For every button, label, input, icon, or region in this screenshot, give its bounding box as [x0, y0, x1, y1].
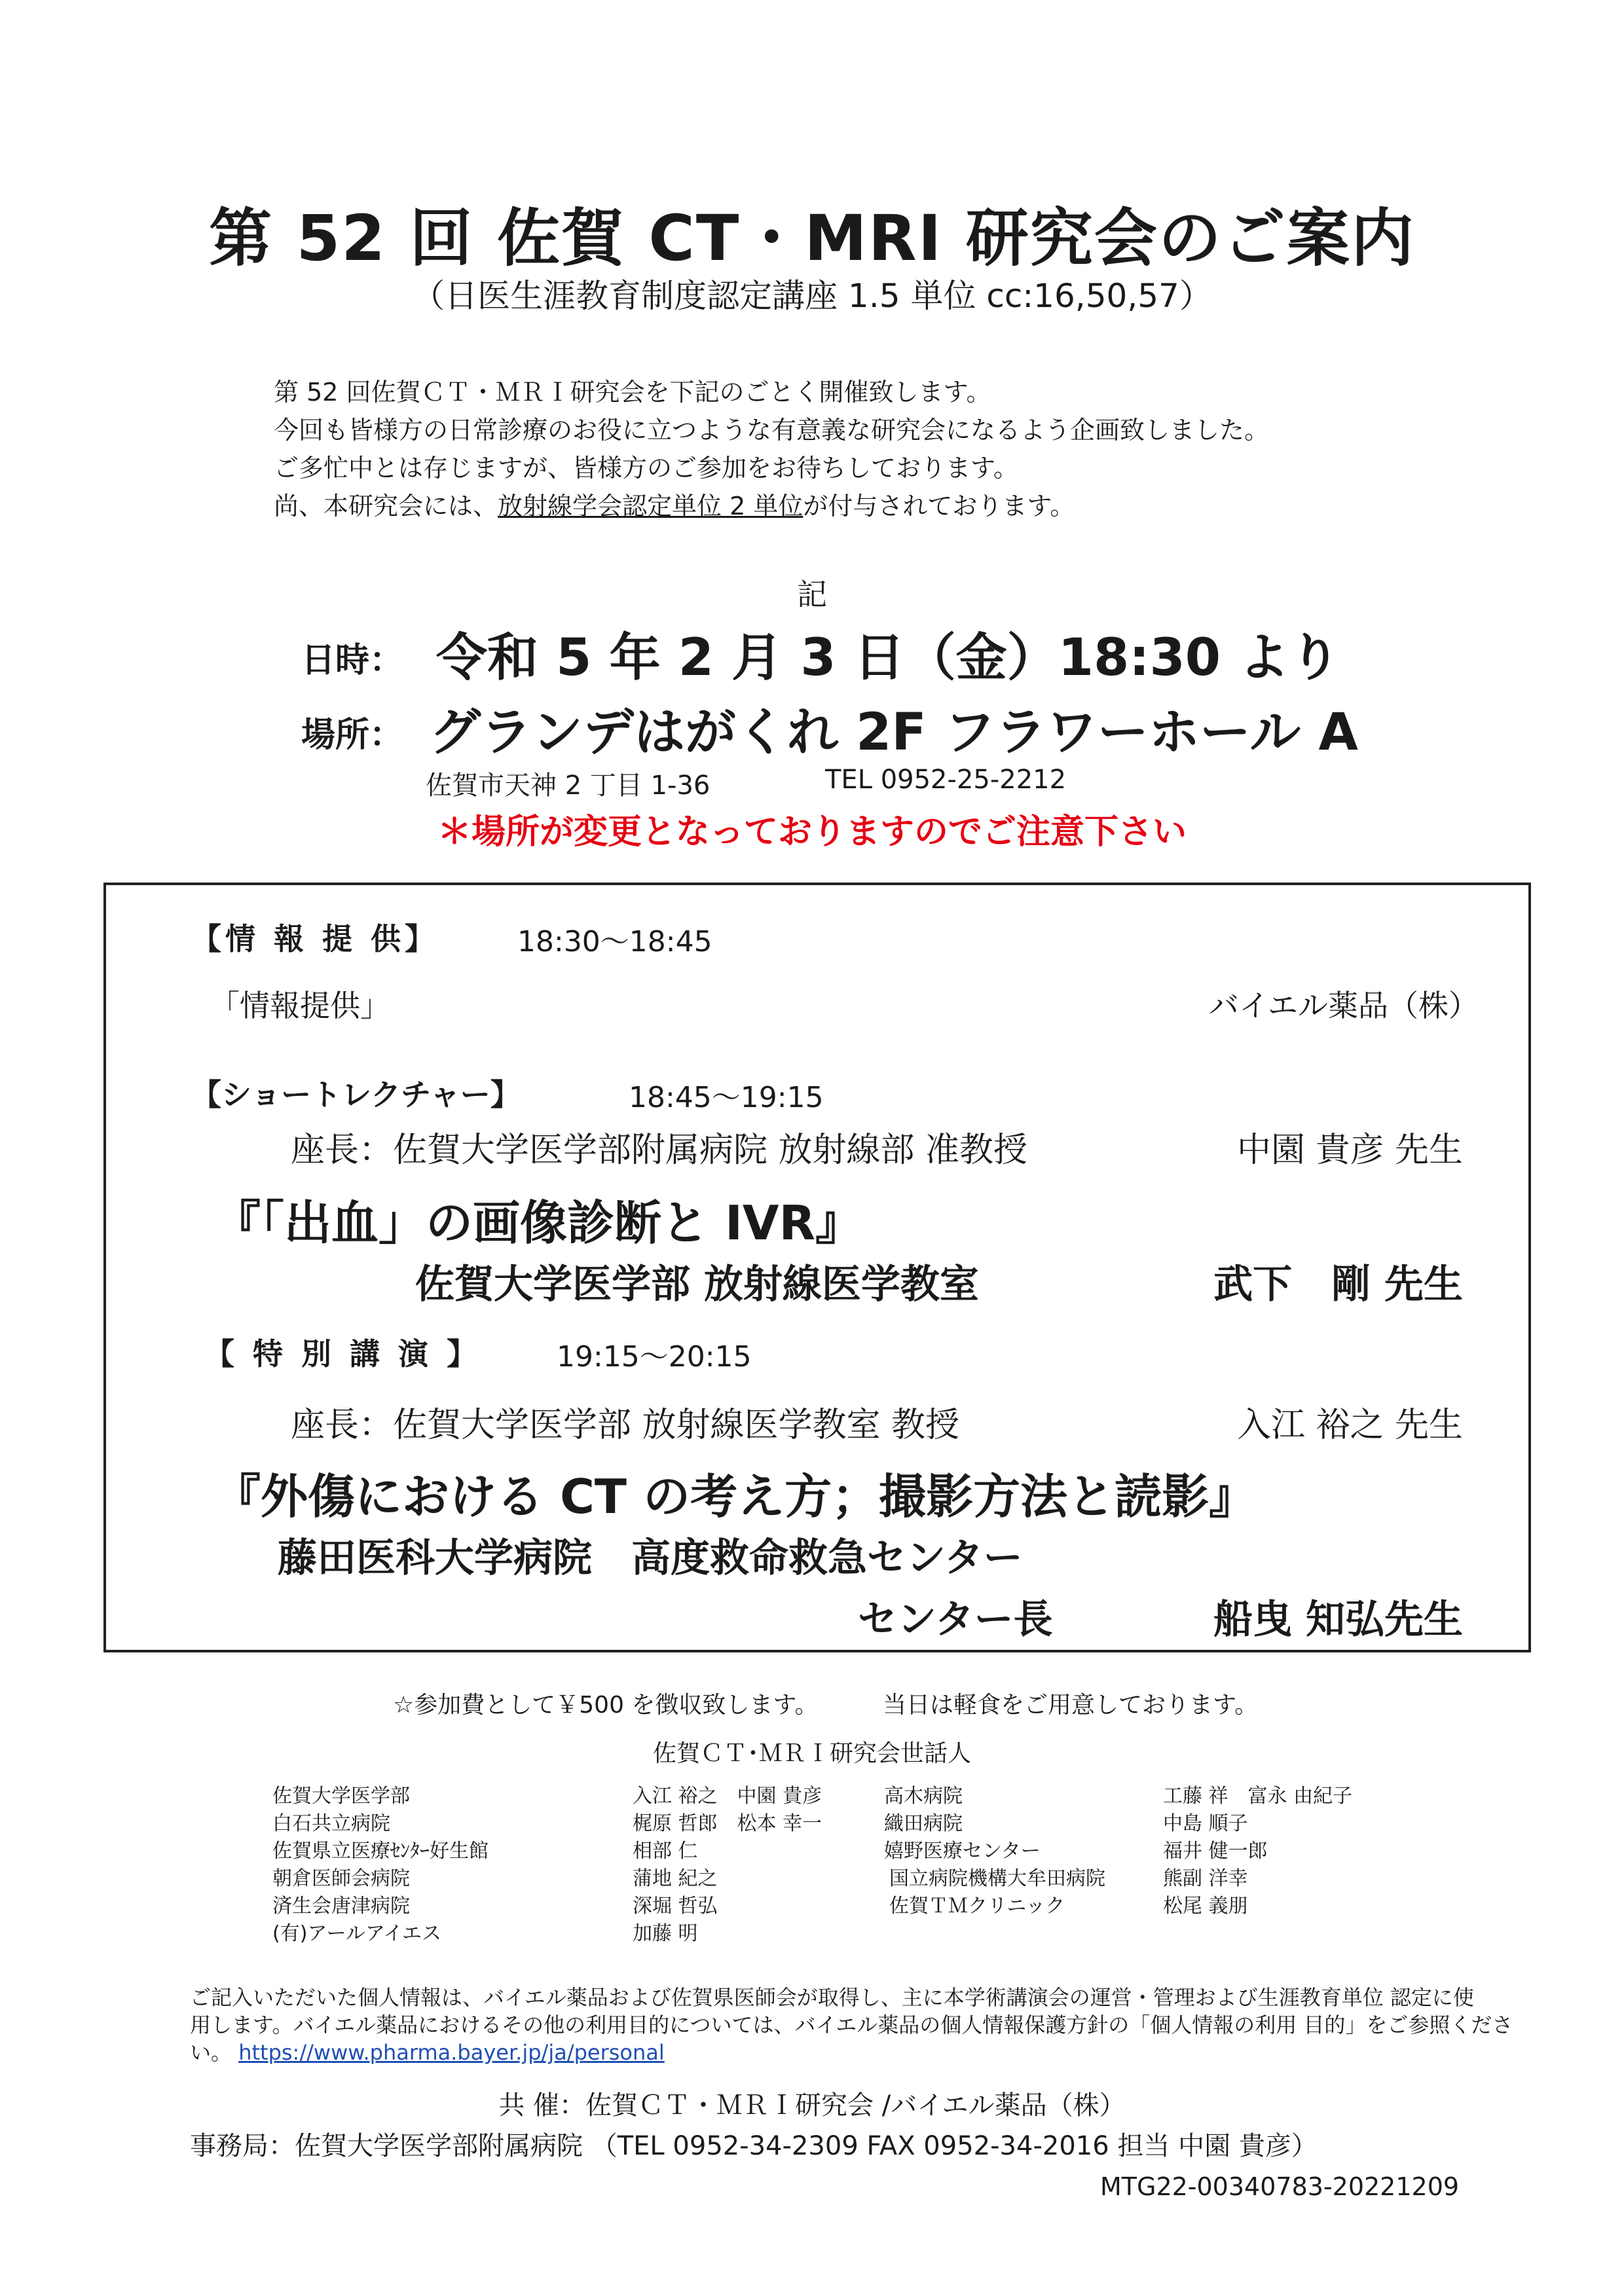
organizer-col-4-item: 福井 健一郎	[1163, 1840, 1268, 1863]
document-code: MTG22-00340783-20221209	[1100, 2172, 1460, 2201]
special-lecture-affiliation: 藤田医科大学病院 高度救命救急センター	[278, 1535, 1023, 1581]
organizer-col-2-item: 加藤 明	[633, 1922, 698, 1945]
privacy-line-3	[190, 2036, 665, 2066]
venue-label: 場所：	[301, 716, 404, 755]
privacy-line-2: 用します。バイエル薬品におけるその他の利用目的については、バイエル薬品の個人情報保護方針の「個人情報の利用 目的」をご参照くださ	[190, 2013, 1513, 2037]
organizer-col-2-item: 梶原 哲郎 松本 幸一	[633, 1812, 822, 1835]
venue-tel: TEL 0952-25-2212	[825, 765, 1067, 795]
datetime-label: 日時：	[301, 641, 404, 680]
organizer-col-1-item: (有)アールアイエス	[272, 1922, 442, 1945]
special-lecture-position: センター長	[858, 1597, 1053, 1643]
privacy-policy-link[interactable]: https://www.pharma.bayer.jp/ja/personal	[238, 2040, 665, 2065]
organizer-col-1-item: 佐賀県立医療ｾﾝﾀｰ好生館	[272, 1840, 489, 1863]
fee-note: ☆参加費として￥500 を徴収致します。	[393, 1692, 819, 1719]
organizer-col-2-item: 相部 仁	[633, 1840, 698, 1863]
organizer-col-3-item: 嬉野医療センター	[884, 1840, 1041, 1863]
organizer-col-3-item: 織田病院	[884, 1812, 963, 1835]
special-lecture-title: 『外傷における CT の考え方；撮影方法と読影』	[213, 1469, 1257, 1524]
info-time: 18:30～18:45	[517, 925, 712, 958]
info-company: バイエル薬品（株）	[1208, 988, 1479, 1023]
organizer-col-3-item: 高木病院	[884, 1785, 963, 1808]
organizer-col-1-item: 白石共立病院	[272, 1812, 390, 1835]
datetime-value: 令和 5 年 2 月 3 日（金）18:30 より	[436, 629, 1341, 687]
secretariat: 事務局：佐賀大学医学部附属病院 （TEL 0952-34-2309 FAX 0952-34-2016 担当 中園 貴彦）	[190, 2131, 1318, 2161]
special-lecture-heading: 【 特 別 講 演 】	[204, 1336, 481, 1372]
info-topic: 「情報提供」	[210, 988, 390, 1023]
cohost: 共 催：佐賀ＣＴ・ＭＲＩ研究会 /バイエル薬品（株）	[498, 2090, 1126, 2121]
venue-change-notice: ＊場所が変更となっておりますのでご注意下さい	[437, 812, 1187, 852]
intro-line-4-suffix: が付与されております。	[803, 492, 1075, 520]
ki-mark: 記	[797, 577, 827, 612]
intro-line-4	[274, 486, 1075, 522]
organizer-col-2-item: 深堀 哲弘	[633, 1895, 718, 1918]
intro-line-3: ご多忙中とは存じますが、皆様方のご参加をお待ちしております。	[274, 454, 1018, 483]
organizer-col-1-item: 朝倉医師会病院	[272, 1867, 410, 1890]
credit-units: 放射線学会認定単位 2 単位	[498, 492, 803, 520]
page-subtitle: （日医生涯教育制度認定講座 1.5 単位 cc:16,50,57）	[412, 277, 1212, 315]
intro-line-1: 第 52 回佐賀ＣＴ・ＭＲＩ研究会を下記のごとく開催致します。	[274, 378, 991, 407]
short-lecture-chair-name: 中園 貴彦 先生	[1236, 1131, 1463, 1170]
venue-value: グランデはがくれ 2F フラワーホール A	[430, 703, 1358, 762]
privacy-line-1: ご記入いただいた個人情報は、バイエル薬品および佐賀県医師会が取得し、主に本学術講演会の運営・管理および生涯教育単位 認定に使	[190, 1985, 1474, 2010]
organizer-col-4-item: 工藤 祥 富永 由紀子	[1163, 1785, 1353, 1808]
special-lecture-chair: 座長：佐賀大学医学部 放射線医学教室 教授	[291, 1406, 960, 1445]
organizer-col-4-item: 中島 順子	[1163, 1812, 1248, 1835]
intro-line-4-prefix: 尚、本研究会には、	[274, 492, 498, 520]
special-lecture-chair-name: 入江 裕之 先生	[1236, 1406, 1463, 1445]
short-lecture-heading: 【ショートレクチャー】	[191, 1077, 521, 1112]
short-lecture-chair: 座長：佐賀大学医学部附属病院 放射線部 准教授	[291, 1131, 1028, 1170]
short-lecture-title: 『「出血」の画像診断と IVR』	[213, 1195, 863, 1250]
organizer-col-3-item: 佐賀ＴＭクリニック	[889, 1895, 1065, 1918]
organizer-col-2-item: 蒲地 紀之	[633, 1867, 718, 1890]
organizer-col-2-item: 入江 裕之 中園 貴彦	[633, 1785, 822, 1808]
organizers-title: 佐賀ＣＴ･ＭＲＩ研究会世話人	[652, 1740, 971, 1767]
info-heading: 【情 報 提 供】	[191, 921, 439, 957]
meal-note: 当日は軽食をご用意しております。	[883, 1692, 1259, 1719]
organizer-col-1-item: 佐賀大学医学部	[272, 1785, 410, 1808]
organizer-col-1-item: 済生会唐津病院	[272, 1895, 410, 1918]
short-lecture-affiliation: 佐賀大学医学部 放射線医学教室	[415, 1262, 979, 1307]
short-lecture-speaker: 武下 剛 先生	[1213, 1262, 1463, 1307]
intro-line-2: 今回も皆様方の日常診療のお役に立つような有意義な研究会になるよう企画致しました。	[274, 416, 1270, 445]
program-box	[103, 883, 1531, 1652]
special-lecture-speaker: 船曳 知弘先生	[1213, 1597, 1463, 1643]
special-lecture-time: 19:15～20:15	[557, 1340, 752, 1374]
page-title: 第 52 回 佐賀 CT・MRI 研究会のご案内	[209, 202, 1415, 275]
organizer-col-4-item: 松尾 義朋	[1163, 1895, 1248, 1918]
venue-address: 佐賀市天神 2 丁目 1-36	[426, 771, 710, 801]
privacy-line-3-prefix: い。	[190, 2040, 232, 2065]
organizer-col-4-item: 熊副 洋幸	[1163, 1867, 1248, 1890]
organizer-col-3-item: 国立病院機構大牟田病院	[889, 1867, 1105, 1890]
short-lecture-time: 18:45～19:15	[629, 1081, 824, 1114]
